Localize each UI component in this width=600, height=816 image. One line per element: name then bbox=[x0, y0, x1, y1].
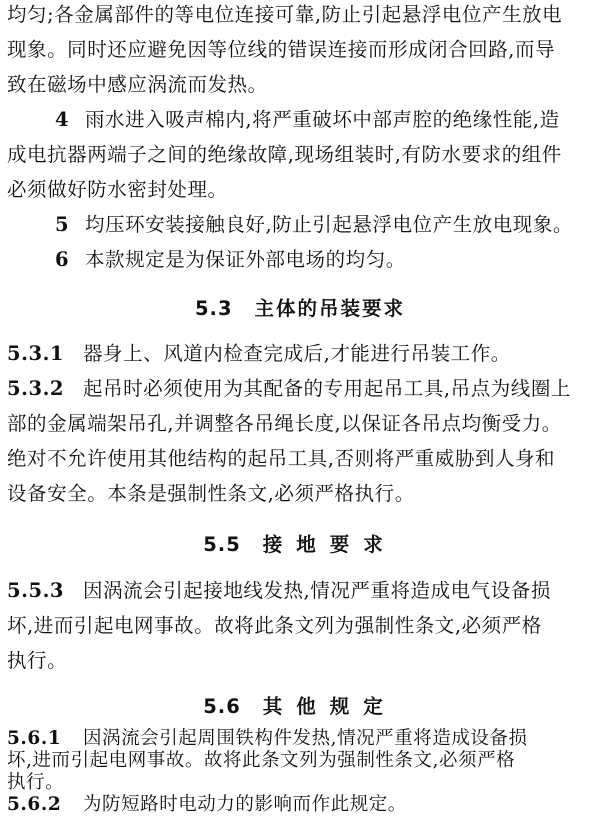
paragraph-line: 执行。 bbox=[7, 772, 65, 793]
clause-number: 5.3.2 bbox=[7, 377, 65, 400]
clause-5-6-1 bbox=[7, 728, 600, 750]
section-heading-5-6 bbox=[0, 694, 600, 720]
item-text: 本款规定是为保证外部电场的均匀。 bbox=[85, 248, 406, 271]
list-item-5 bbox=[55, 212, 600, 238]
item-number: 5 bbox=[55, 213, 70, 236]
section-number: 5.5 bbox=[203, 533, 241, 556]
paragraph-line: 成电抗器两端子之间的绝缘故障,现场组装时,有防水要求的组件 bbox=[7, 143, 562, 166]
clause-text: 因涡流会引起接地线发热,情况严重将造成电气设备损 bbox=[83, 579, 551, 602]
paragraph-line: 坏,进而引起电网事故。故将此条文列为强制性条文,必须严格 bbox=[7, 750, 516, 771]
clause-text: 起吊时必须使用为其配备的专用起吊工具,吊点为线圈上 bbox=[83, 377, 571, 400]
clause-number: 5.5.3 bbox=[7, 579, 65, 602]
list-item-4 bbox=[55, 107, 600, 133]
clause-number: 5.3.1 bbox=[7, 342, 65, 365]
paragraph-line: 必须做好防水密封处理。 bbox=[7, 178, 228, 201]
clause-text: 为防短路时电动力的影响而作此规定。 bbox=[83, 794, 407, 815]
clause-5-6-2 bbox=[7, 794, 600, 816]
paragraph-line: 绝对不允许使用其他结构的起吊工具,否则将严重威胁到人身和 bbox=[7, 447, 556, 470]
paragraph-line: 均匀;各金属部件的等电位连接可靠,防止引起悬浮电位产生放电 bbox=[7, 3, 563, 26]
clause-text: 因涡流会引起周围铁构件发热,情况严重将造成设备损 bbox=[83, 728, 528, 749]
clause-5-5-3 bbox=[7, 578, 600, 604]
paragraph-line: 现象。同时还应避免因等位线的错误连接而形成闭合回路,而导 bbox=[7, 38, 556, 61]
clause-5-3-2 bbox=[7, 376, 600, 402]
section-number: 5.3 bbox=[194, 297, 233, 320]
item-text: 均压环安装接触良好,防止引起悬浮电位产生放电现象。 bbox=[85, 213, 573, 236]
clause-5-3-1 bbox=[7, 341, 600, 367]
section-heading-5-3 bbox=[0, 296, 600, 322]
paragraph-line: 坏,进而引起电网事故。故将此条文列为强制性条文,必须严格 bbox=[7, 614, 542, 637]
item-text: 雨水进入吸声棉内,将严重破坏中部声腔的绝缘性能,造 bbox=[85, 108, 560, 131]
paragraph-line: 执行。 bbox=[7, 649, 68, 672]
clause-number: 5.6.1 bbox=[7, 728, 62, 749]
section-title: 主体的吊装要求 bbox=[254, 297, 406, 320]
clause-text: 器身上、风道内检查完成后,才能进行吊装工作。 bbox=[83, 342, 511, 365]
item-number: 6 bbox=[55, 248, 70, 271]
section-title: 接地要求 bbox=[262, 533, 397, 556]
section-title: 其他规定 bbox=[262, 695, 397, 718]
paragraph-line: 设备安全。本条是强制性条文,必须严格执行。 bbox=[7, 482, 415, 505]
paragraph-line: 部的金属端架吊孔,并调整各吊绳长度,以保证各吊点均衡受力。 bbox=[7, 412, 562, 435]
item-number: 4 bbox=[55, 108, 70, 131]
paragraph-line: 致在磁场中感应涡流而发热。 bbox=[7, 73, 268, 96]
section-heading-5-5 bbox=[0, 532, 600, 558]
section-number: 5.6 bbox=[203, 695, 241, 718]
list-item-6 bbox=[55, 247, 600, 273]
clause-number: 5.6.2 bbox=[7, 794, 62, 815]
